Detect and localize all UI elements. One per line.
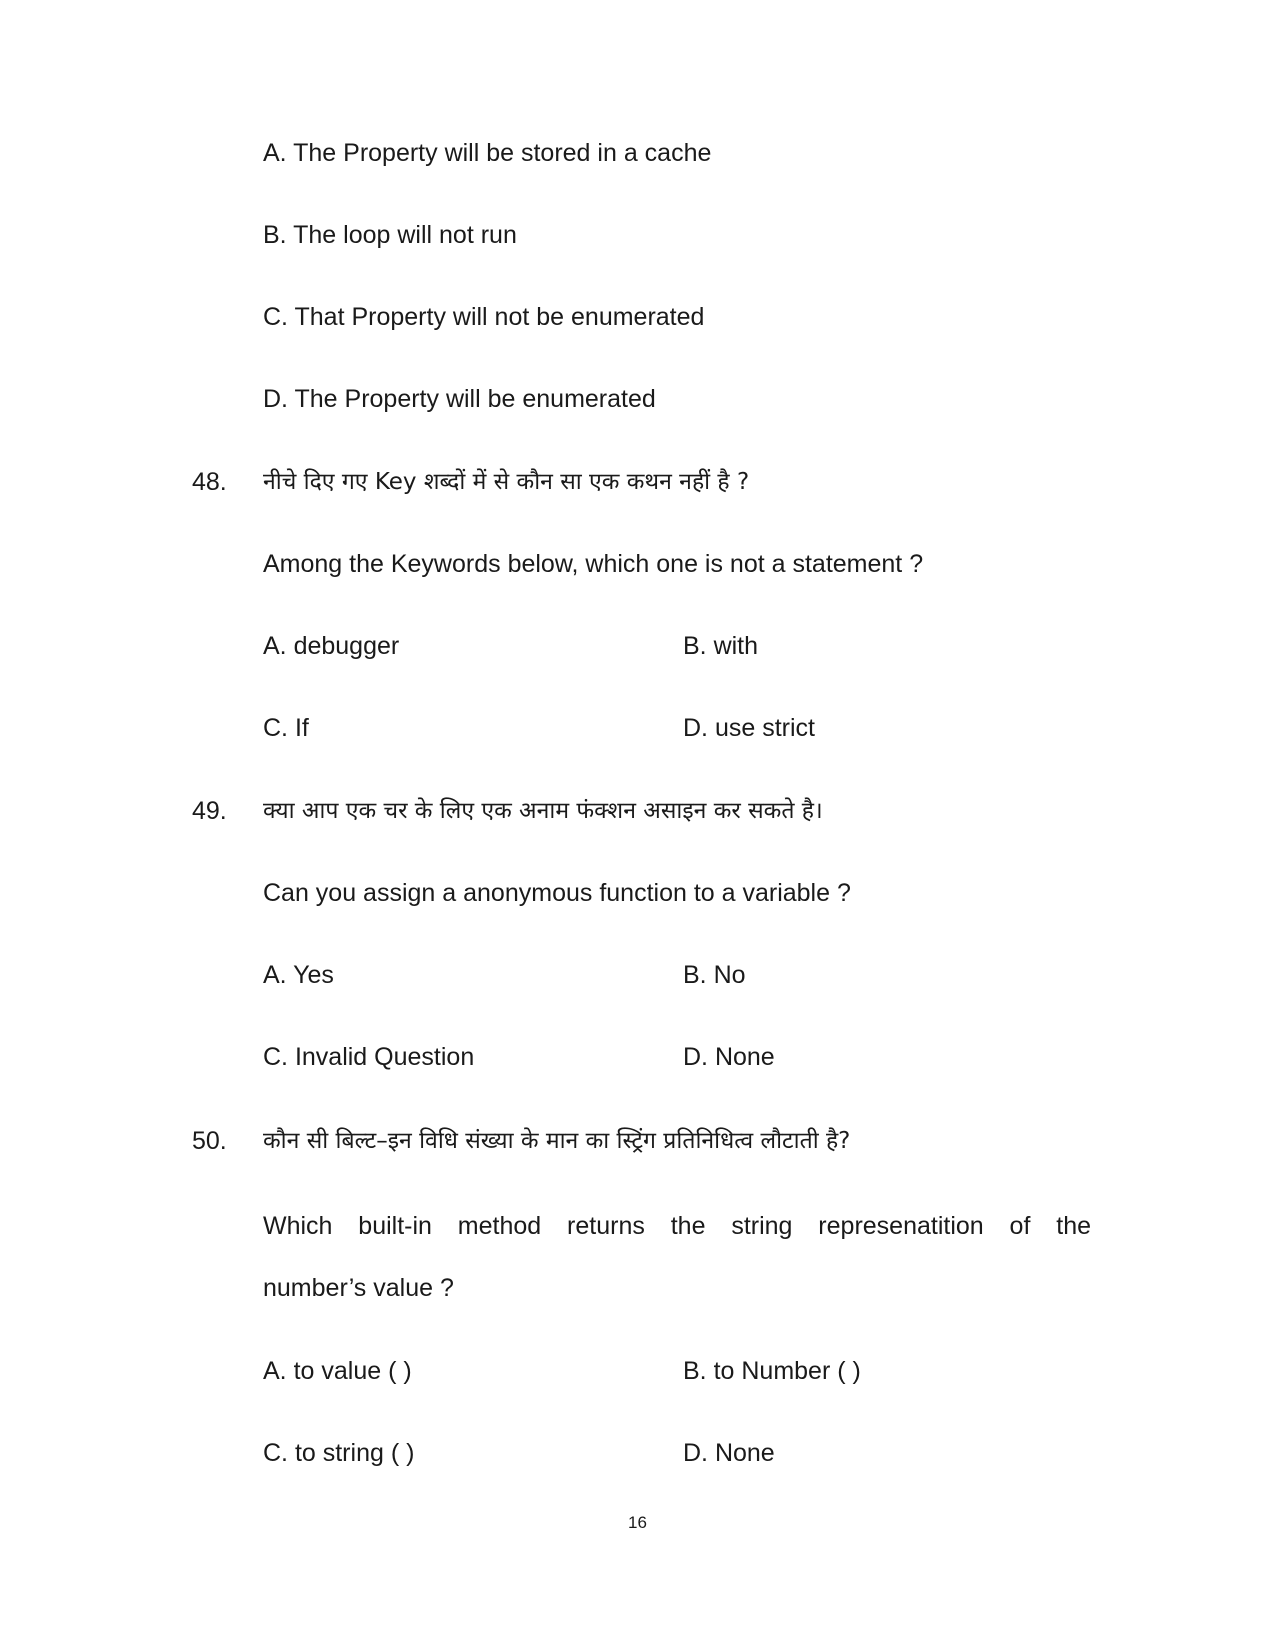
question-49-hindi: क्या आप एक चर के लिए एक अनाम फंक्शन असाइन कर सकते है।: [263, 798, 823, 824]
option-c-prev: C. That Property will not be enumerated: [263, 303, 705, 331]
question-49-option-b: B. No: [683, 961, 746, 989]
question-49-english: Can you assign a anonymous function to a variable ?: [263, 879, 851, 907]
question-48-english: Among the Keywords below, which one is not a statement ?: [263, 550, 924, 578]
question-50-option-c: C. to string ( ): [263, 1439, 415, 1467]
option-b-prev: B. The loop will not run: [263, 221, 517, 249]
option-a-prev: A. The Property will be stored in a cache: [263, 139, 712, 167]
question-48-option-b: B. with: [683, 632, 759, 660]
question-49-option-a: A. Yes: [263, 961, 334, 989]
option-d-prev: D. The Property will be enumerated: [263, 385, 656, 413]
question-48-option-a: A. debugger: [263, 632, 400, 660]
question-50-option-a: A. to value ( ): [263, 1357, 412, 1385]
question-50-hindi: कौन सी बिल्ट–इन विधि संख्या के मान का स्ट्रिंग प्रतिनिधित्व लौटाती है?: [263, 1128, 851, 1154]
question-50-english-line1: Which built-in method returns the string represenatition of the: [263, 1212, 1091, 1240]
question-48-option-c: C. If: [263, 714, 309, 742]
question-50-english-line2: number’s value ?: [263, 1274, 454, 1302]
question-48-hindi: नीचे दिए गए Key शब्दों में से कौन सा एक कथन नहीं है ?: [263, 469, 750, 495]
question-50-option-d: D. None: [683, 1439, 775, 1467]
question-number-50: 50.: [192, 1127, 227, 1155]
question-number-49: 49.: [192, 797, 227, 825]
question-number-48: 48.: [192, 468, 227, 496]
question-49-option-c: C. Invalid Question: [263, 1043, 475, 1071]
question-48-option-d: D. use strict: [683, 714, 815, 742]
question-50-option-b: B. to Number ( ): [683, 1357, 861, 1385]
page-number: 16: [628, 1513, 647, 1532]
question-49-option-d: D. None: [683, 1043, 775, 1071]
